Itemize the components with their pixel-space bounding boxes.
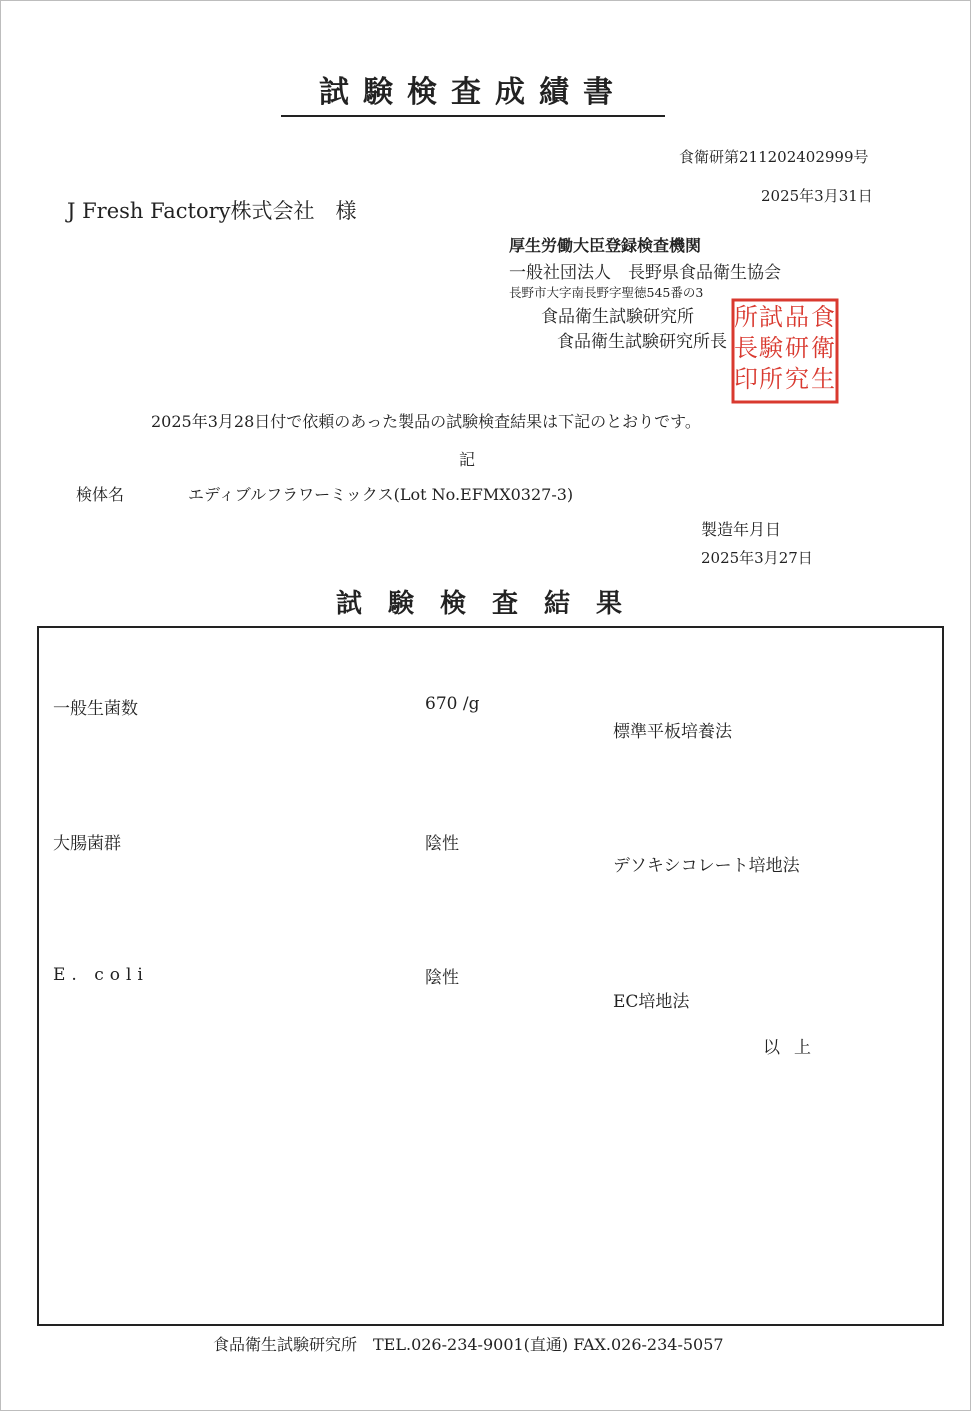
document-title: 試験検査成績書 bbox=[281, 73, 665, 117]
svg-text:長: 長 bbox=[734, 334, 758, 362]
svg-text:究: 究 bbox=[785, 365, 809, 393]
issuer-heading: 厚生労働大臣登録検査機関 bbox=[509, 236, 702, 255]
result-value: 陰性 bbox=[425, 968, 459, 988]
ki-mark: 記 bbox=[459, 450, 476, 469]
svg-text:食: 食 bbox=[811, 303, 835, 331]
issuer-address: 長野市大字南長野字聖徳545番の3 bbox=[509, 285, 704, 300]
svg-text:生: 生 bbox=[811, 365, 835, 393]
manufacture-date: 2025年3月27日 bbox=[701, 549, 813, 567]
results-title: 試験検査結果 bbox=[336, 589, 649, 619]
recipient-name: J Fresh Factory株式会社 様 bbox=[67, 199, 357, 223]
svg-text:所: 所 bbox=[759, 365, 783, 393]
end-mark: 以上 bbox=[763, 1038, 825, 1058]
issuer-organization: 一般社団法人 長野県食品衛生協会 bbox=[509, 263, 781, 283]
certificate-number: 食衛研第211202402999号 bbox=[679, 148, 869, 166]
sample-value: エディブルフラワーミックス(Lot No.EFMX0327-3) bbox=[188, 485, 574, 504]
results-table bbox=[37, 626, 944, 1326]
manufacture-date-label: 製造年月日 bbox=[701, 520, 782, 539]
svg-text:品: 品 bbox=[785, 303, 809, 331]
svg-text:衛: 衛 bbox=[811, 334, 835, 362]
footer-contact: 食品衛生試験研究所 TEL.026-234-9001(直通) FAX.026-234-5057 bbox=[213, 1335, 724, 1354]
issuer-head: 食品衛生試験研究所長 bbox=[557, 332, 727, 352]
result-item: 一般生菌数 bbox=[53, 699, 138, 719]
issue-date: 2025年3月31日 bbox=[761, 187, 873, 205]
result-value: 陰性 bbox=[425, 834, 459, 854]
result-method: 標準平板培養法 bbox=[613, 722, 732, 742]
svg-text:所: 所 bbox=[734, 303, 758, 331]
svg-text:試: 試 bbox=[759, 303, 783, 331]
sample-label: 検体名 bbox=[76, 485, 125, 504]
official-seal bbox=[731, 298, 839, 404]
result-item: E. coli bbox=[53, 965, 149, 985]
svg-text:研: 研 bbox=[785, 334, 809, 362]
intro-text: 2025年3月28日付で依頼のあった製品の試験検査結果は下記のとおりです。 bbox=[151, 412, 701, 431]
result-value: 670 /g bbox=[425, 694, 480, 714]
result-method: デソキシコレート培地法 bbox=[613, 856, 800, 876]
result-item: 大腸菌群 bbox=[53, 834, 121, 854]
svg-text:験: 験 bbox=[759, 334, 783, 362]
issuer-lab: 食品衛生試験研究所 bbox=[541, 307, 694, 327]
svg-text:印: 印 bbox=[734, 365, 758, 393]
result-method: EC培地法 bbox=[613, 992, 690, 1012]
